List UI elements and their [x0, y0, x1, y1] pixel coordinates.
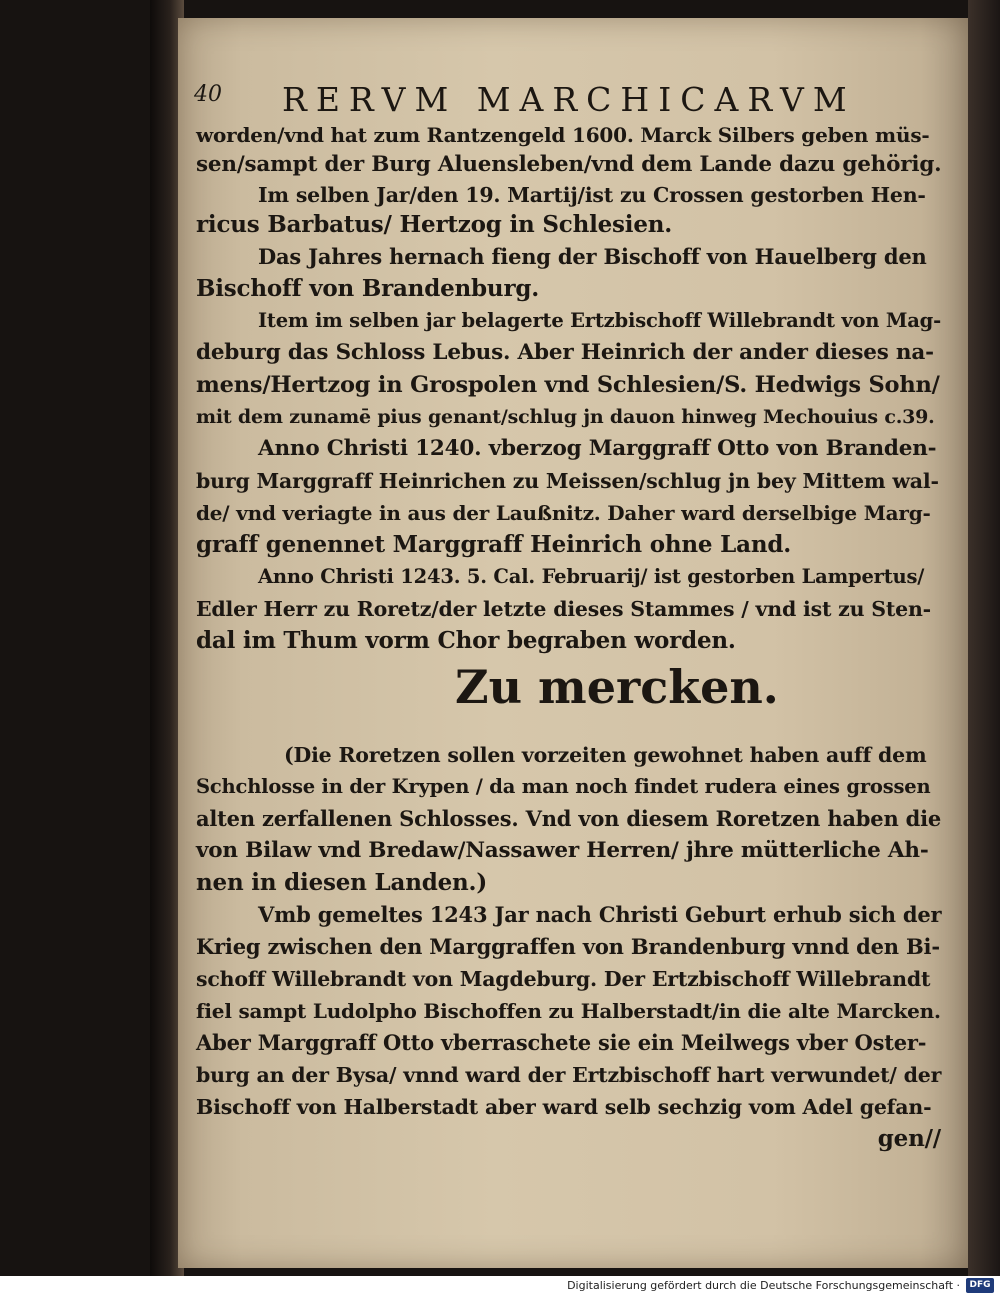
text-line: de/ vnd veriagte in aus der Laußnitz. Daher ward derselbige Marg- — [196, 501, 931, 525]
text-line: Aber Marggraff Otto vberraschete sie ein Meilwegs vber Oster- — [196, 1030, 927, 1055]
text-line: Schchlosse in der Krypen / da man noch findet rudera eines grossen — [196, 775, 931, 798]
text-line: Bischoff von Brandenburg. — [196, 275, 540, 302]
text-line: mit dem zunamē pius genant/schlug jn dauon hinweg Mechouius c.39. — [196, 406, 935, 428]
text-line: schoff Willebrandt von Magdeburg. Der Ertzbischoff Willebrandt — [196, 967, 931, 991]
text-line: deburg das Schloss Lebus. Aber Heinrich der ander dieses na- — [196, 340, 934, 365]
text-line: Anno Christi 1240. vberzog Marggraff Otto von Branden- — [258, 436, 937, 461]
text-line: burg an der Bysa/ vnnd ward der Ertzbischoff hart verwundet/ der — [196, 1063, 942, 1087]
page-header — [194, 80, 894, 120]
text-line: Vmb gemeltes 1243 Jar nach Christi Geburt erhub sich der — [258, 902, 942, 927]
footer — [0, 1276, 1000, 1296]
text-line: von Bilaw vnd Bredaw/Nassawer Herren/ jhre mütterliche Ah- — [196, 838, 929, 863]
text-line: Item im selben jar belagerte Ertzbischoff Willebrandt von Mag- — [258, 309, 941, 332]
text-line: Edler Herr zu Roretz/der letzte dieses Stammes / vnd ist zu Sten- — [196, 597, 931, 621]
catchword: gen// — [877, 1125, 941, 1152]
text-line: Bischoff von Halberstadt aber ward selb sechzig vom Adel gefan- — [196, 1095, 932, 1119]
text-line: graff genennet Marggraff Heinrich ohne Land. — [196, 531, 792, 558]
funding-notice: Digitalisierung gefördert durch die Deutsche Forschungsgemeinschaft · — [567, 1279, 960, 1292]
text-line: ricus Barbatus/ Hertzog in Schlesien. — [196, 211, 673, 238]
text-line: alten zerfallenen Schlosses. Vnd von diesem Roretzen haben die — [196, 806, 942, 831]
dfg-logo: DFG — [966, 1278, 994, 1293]
text-line: Krieg zwischen den Marggraffen von Brandenburg vnnd den Bi- — [196, 934, 940, 959]
text-line: Das Jahres hernach fieng der Bischoff von Hauelberg den — [258, 244, 927, 269]
text-line: worden/vnd hat zum Rantzengeld 1600. Marck Silbers geben müs- — [196, 123, 930, 147]
section-heading: Zu mercken. — [455, 660, 779, 714]
page-number: 40 — [194, 82, 222, 107]
text-line: fiel sampt Ludolpho Bischoffen zu Halberstadt/in die alte Marcken. — [196, 999, 941, 1023]
page-edge — [968, 0, 1000, 1276]
text-line: (Die Roretzen sollen vorzeiten gewohnet haben auff dem — [284, 743, 927, 767]
text-line: nen in diesen Landen.) — [196, 869, 488, 896]
text-line: Anno Christi 1243. 5. Cal. Februarij/ ist gestorben Lampertus/ — [258, 565, 925, 588]
text-line: sen/sampt der Burg Aluensleben/vnd dem Lande dazu gehörig. — [196, 152, 942, 177]
text-line: Im selben Jar/den 19. Martij/ist zu Crossen gestorben Hen- — [258, 183, 926, 207]
running-title: RERVM MARCHICARVM — [282, 80, 856, 119]
text-line: mens/Hertzog in Grospolen vnd Schlesien/S. Hedwigs Sohn/ — [196, 372, 940, 398]
text-line: burg Marggraff Heinrichen zu Meissen/schlug jn bey Mittem wal- — [196, 469, 939, 493]
text-line: dal im Thum vorm Chor begraben worden. — [196, 627, 736, 654]
